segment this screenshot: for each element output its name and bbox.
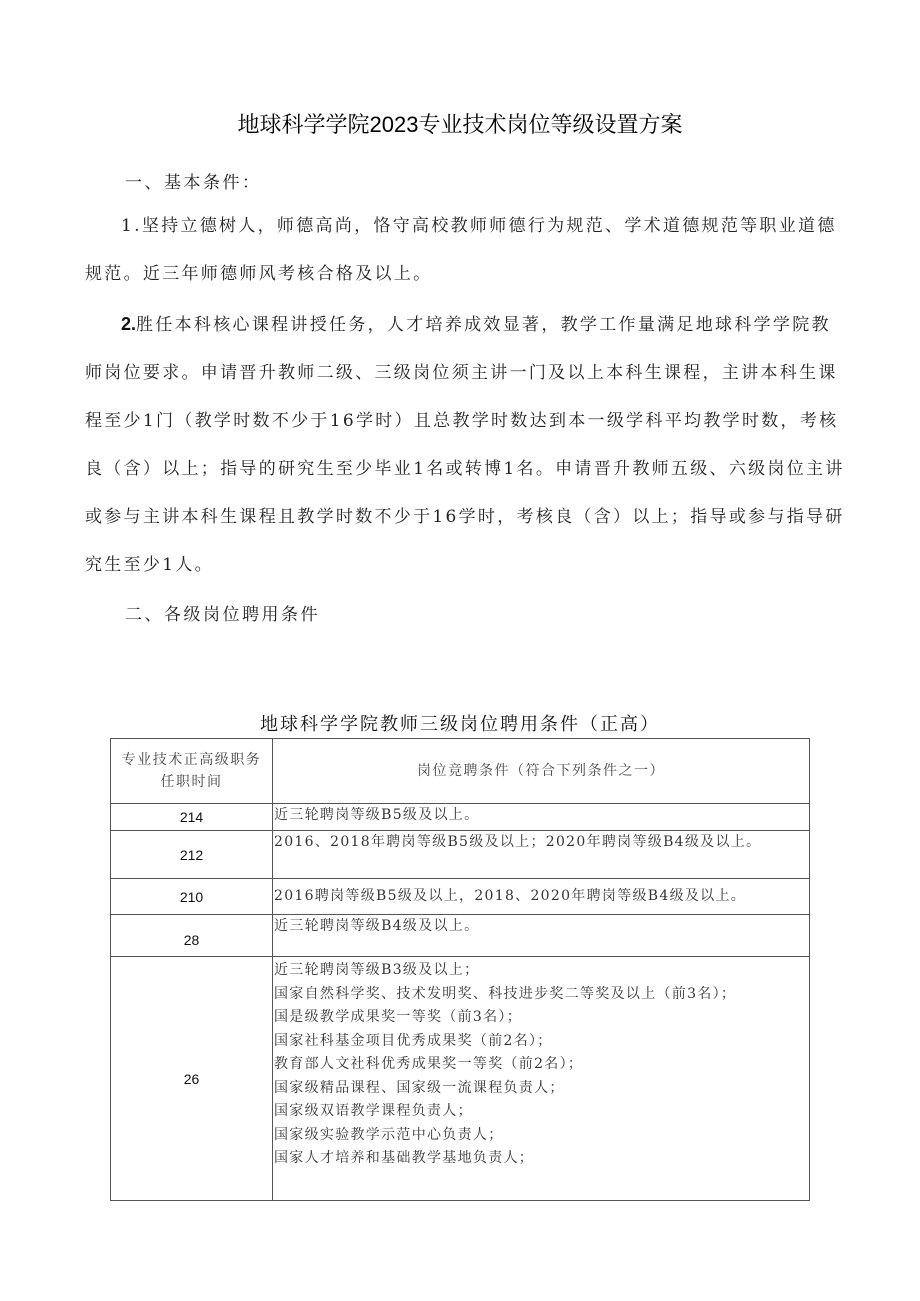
row-term: 28 xyxy=(111,915,273,957)
table-row xyxy=(111,957,810,1201)
row-conditions xyxy=(273,831,810,879)
paragraph-1-text: 坚持立德树人，师德高尚，恪守高校教师师德行为规范、学术道德规范等职业道德规范。近三年师德师风考核合格及以上。 xyxy=(85,216,837,284)
table-header-row xyxy=(111,739,810,804)
paragraph-2 xyxy=(85,300,845,589)
appointment-conditions-table xyxy=(110,738,810,1201)
header-term-line1: 专业技术正高级职务 xyxy=(121,752,262,768)
table-title: 地球科学学院教师三级岗位聘用条件（正高） xyxy=(260,714,660,735)
header-conditions: 岗位竞聘条件（符合下列条件之一） xyxy=(273,739,810,804)
condition-line: 国是级教学成果奖一等奖（前3名）； xyxy=(274,1009,523,1025)
row-term: 214 xyxy=(111,804,273,831)
header-term-line2: 任职时间 xyxy=(160,774,223,790)
paragraph-2-text: 胜任本科核心课程讲授任务，人才培养成效显著，教学工作量满足地球科学学院教师岗位要求。申请晋升教师二级、三级岗位须主讲一门及以上本科生课程，主讲本科生课程至少1门（教学时数不少于16学时）且总教学时数达到本一级学科平均教学时数，考核良（含）以上；指导的研究生至少毕业1名或转博1名。申请晋升教师五级、六级岗位主讲或参与主讲本科生课程且教学时数不少于16学时，考核良（含）以上；指导或参与指导研究生至少1人。 xyxy=(85,315,845,575)
table-row xyxy=(111,879,810,915)
row-term: 210 xyxy=(111,879,273,915)
condition-line: 近三轮聘岗等级B3级及以上； xyxy=(274,962,480,978)
condition-line: 国家自然科学奖、技术发明奖、科技进步奖二等奖及以上（前3名）； xyxy=(274,985,737,1002)
row-conditions xyxy=(273,804,810,831)
condition-line: 国家级双语教学课程负责人； xyxy=(274,1103,473,1119)
row-conditions xyxy=(273,957,810,1201)
document-title: 地球科学学院2023专业技术岗位等级设置方案 xyxy=(237,112,683,137)
row-conditions xyxy=(273,915,810,957)
header-term xyxy=(111,739,273,804)
table-row xyxy=(111,831,810,879)
condition-line: 国家社科基金项目优秀成果奖（前2名）； xyxy=(274,1032,553,1049)
condition-line: 国家级精品课程、国家级一流课程负责人； xyxy=(274,1079,565,1096)
table-row xyxy=(111,915,810,957)
condition-line: 2016聘岗等级B5级及以上，2018、2020年聘岗等级B4级及以上。 xyxy=(274,887,747,904)
paragraph-2-number: 2. xyxy=(121,314,137,334)
condition-line: 教育部人文社科优秀成果奖一等奖（前2名）； xyxy=(274,1056,584,1072)
row-term: 26 xyxy=(111,957,273,1201)
condition-line: 2016、2018年聘岗等级B5级及以上；2020年聘岗等级B4级及以上。 xyxy=(274,834,762,850)
condition-line: 国家人才培养和基础教学基地负责人； xyxy=(274,1150,535,1166)
section-1-heading: 一、基本条件： xyxy=(125,173,262,193)
paragraph-1-number: 1. xyxy=(121,216,142,236)
section-2-heading: 二、各级岗位聘用条件 xyxy=(125,605,320,625)
row-conditions xyxy=(273,879,810,915)
paragraph-1 xyxy=(85,202,845,298)
row-term: 212 xyxy=(111,831,273,879)
condition-line: 国家级实验教学示范中心负责人； xyxy=(274,1126,504,1143)
condition-line: 近三轮聘岗等级B4级及以上。 xyxy=(274,918,480,934)
table-row xyxy=(111,804,810,831)
condition-line: 近三轮聘岗等级B5级及以上。 xyxy=(274,807,480,823)
